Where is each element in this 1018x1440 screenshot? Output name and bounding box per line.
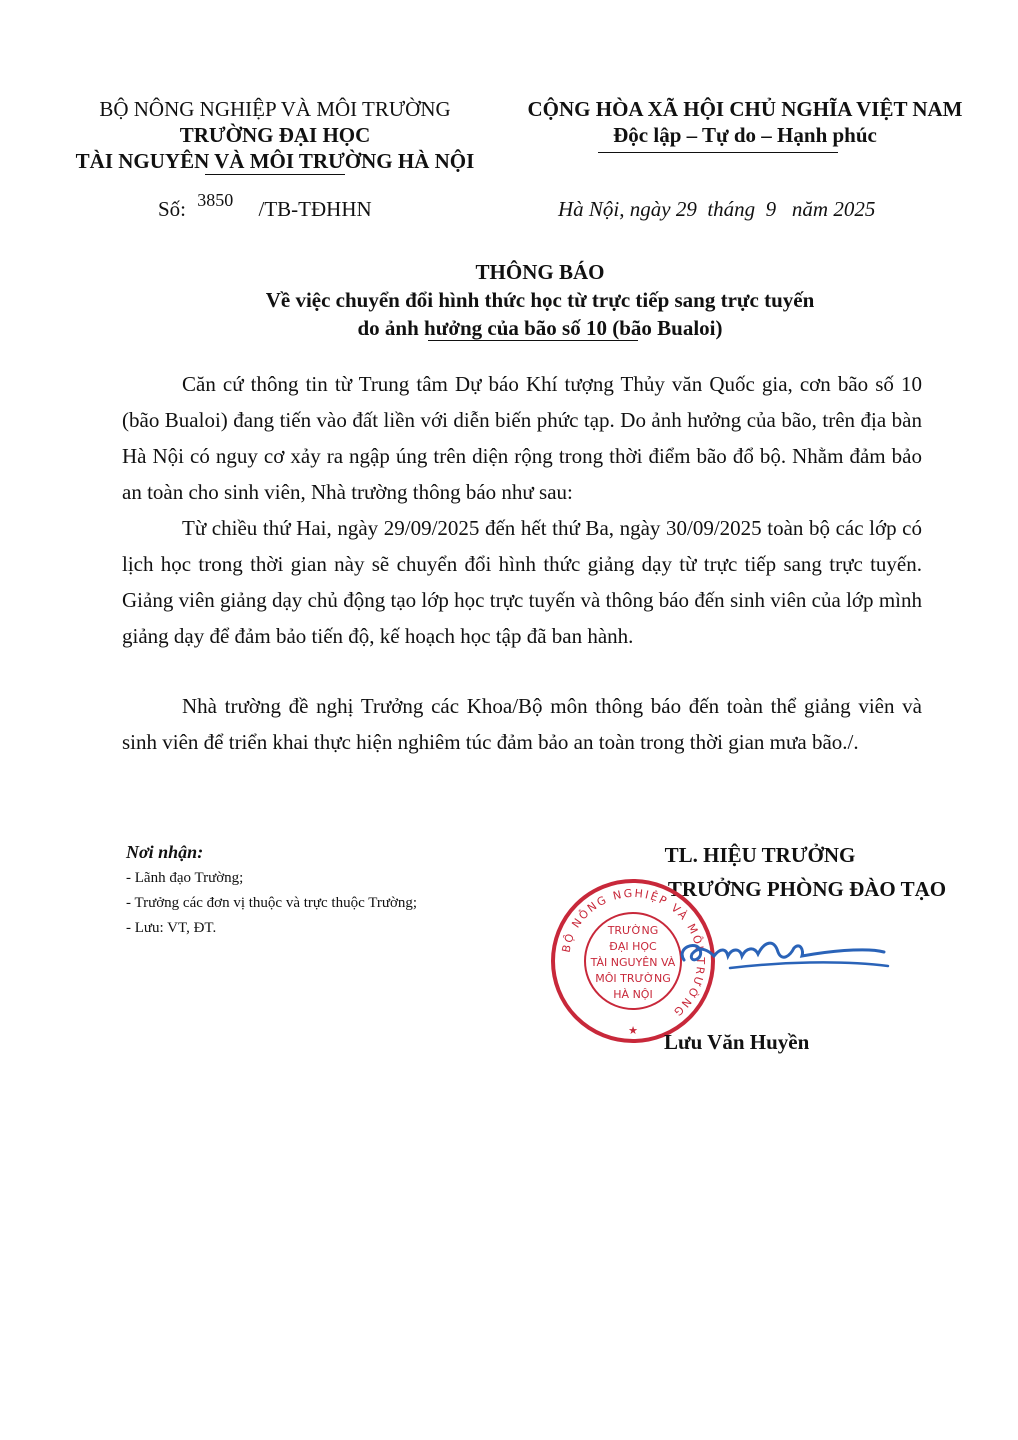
recipients-heading: Nơi nhận: [126,842,204,862]
stamp-line: ĐẠI HỌC [609,940,657,953]
number-suffix: /TB-TĐHHN [258,197,372,221]
number-label: Số: [158,197,187,221]
stamp-line: HÀ NỘI [613,988,653,1001]
signer-title: TRƯỞNG PHÒNG ĐÀO TẠO [667,877,947,901]
body-paragraph-2: Từ chiều thứ Hai, ngày 29/09/2025 đến hết thứ Ba, ngày 30/09/2025 toàn bộ các lớp có lịch học trong thời gian này sẽ chuyển đổi hình thức giảng dạy từ trực tiếp sang trực tuyến. Giảng viên giảng dạy chủ động tạo lớp học trực tuyến và thông báo đến sinh viên của lớp mình giảng dạy để đảm bảo tiến độ, kế hoạch học tập đã ban hành. [122,516,922,648]
issue-date: Hà Nội, ngày 29 tháng 9 năm 2025 [558,197,876,221]
stamp-star-icon: ★ [628,1025,638,1037]
recipient-item: - Trưởng các đơn vị thuộc và trực thuộc Trường; [126,895,418,911]
title-underline [428,340,638,341]
recipient-item: - Lưu: VT, ĐT. [126,920,217,936]
signer-authority: TL. HIỆU TRƯỞNG [664,843,856,867]
country-name: CỘNG HÒA XÃ HỘI CHỦ NGHĨA VIỆT NAM [527,97,963,121]
stamp-line: TRƯỜNG [607,924,659,937]
number-value: 3850 [197,190,234,210]
handwritten-signature [670,926,900,996]
recipients-block [126,838,546,941]
title-block [60,258,1018,342]
stamp-line: MÔI TRƯỜNG [595,972,671,985]
stamp-line: TÀI NGUYÊN VÀ [590,956,676,969]
document-number [158,190,458,223]
issuer-underline [205,174,345,175]
issuer-block [60,96,490,174]
recipient-item: - Lãnh đạo Trường; [126,870,244,886]
document-subtitle-2: do ảnh hưởng của bão số 10 (bão Bualoi) [357,316,723,340]
document-subtitle-1: Về việc chuyển đổi hình thức học từ trực tiếp sang trực tuyến [265,288,815,312]
document-title: THÔNG BÁO [475,260,605,284]
motto-underline [598,152,838,153]
stamp-ring-text: BỘ NÔNG NGHIỆP VÀ MÔI TRƯỜNG [559,886,708,1020]
school-name-line2: TÀI NGUYÊN VÀ MÔI TRƯỜNG HÀ NỘI [75,149,475,173]
motto: Độc lập – Tự do – Hạnh phúc [613,123,877,147]
ministry-name: BỘ NÔNG NGHIỆP VÀ MÔI TRƯỜNG [99,97,451,121]
body-paragraph-1: Căn cứ thông tin từ Trung tâm Dự báo Khí tượng Thủy văn Quốc gia, cơn bão số 10 (bão Bualoi) đang tiến vào đất liền với diễn biến phức tạp. Do ảnh hưởng của bão, trên địa bàn Hà Nội có nguy cơ xảy ra ngập úng trên diện rộng trong thời điểm bão đổ bộ. Nhằm đảm bảo an toàn cho sinh viên, Nhà trường thông báo như sau: [122,372,922,504]
national-header [505,96,985,148]
body-paragraph-3: Nhà trường đề nghị Trưởng các Khoa/Bộ môn thông báo đến toàn thể giảng viên và sinh viên để triển khai thực hiện nghiêm túc đảm bảo an toàn trong thời gian mưa bão./. [122,694,922,754]
signer-name: Lưu Văn Huyền [664,1030,810,1054]
school-name-line1: TRƯỜNG ĐẠI HỌC [179,123,371,147]
